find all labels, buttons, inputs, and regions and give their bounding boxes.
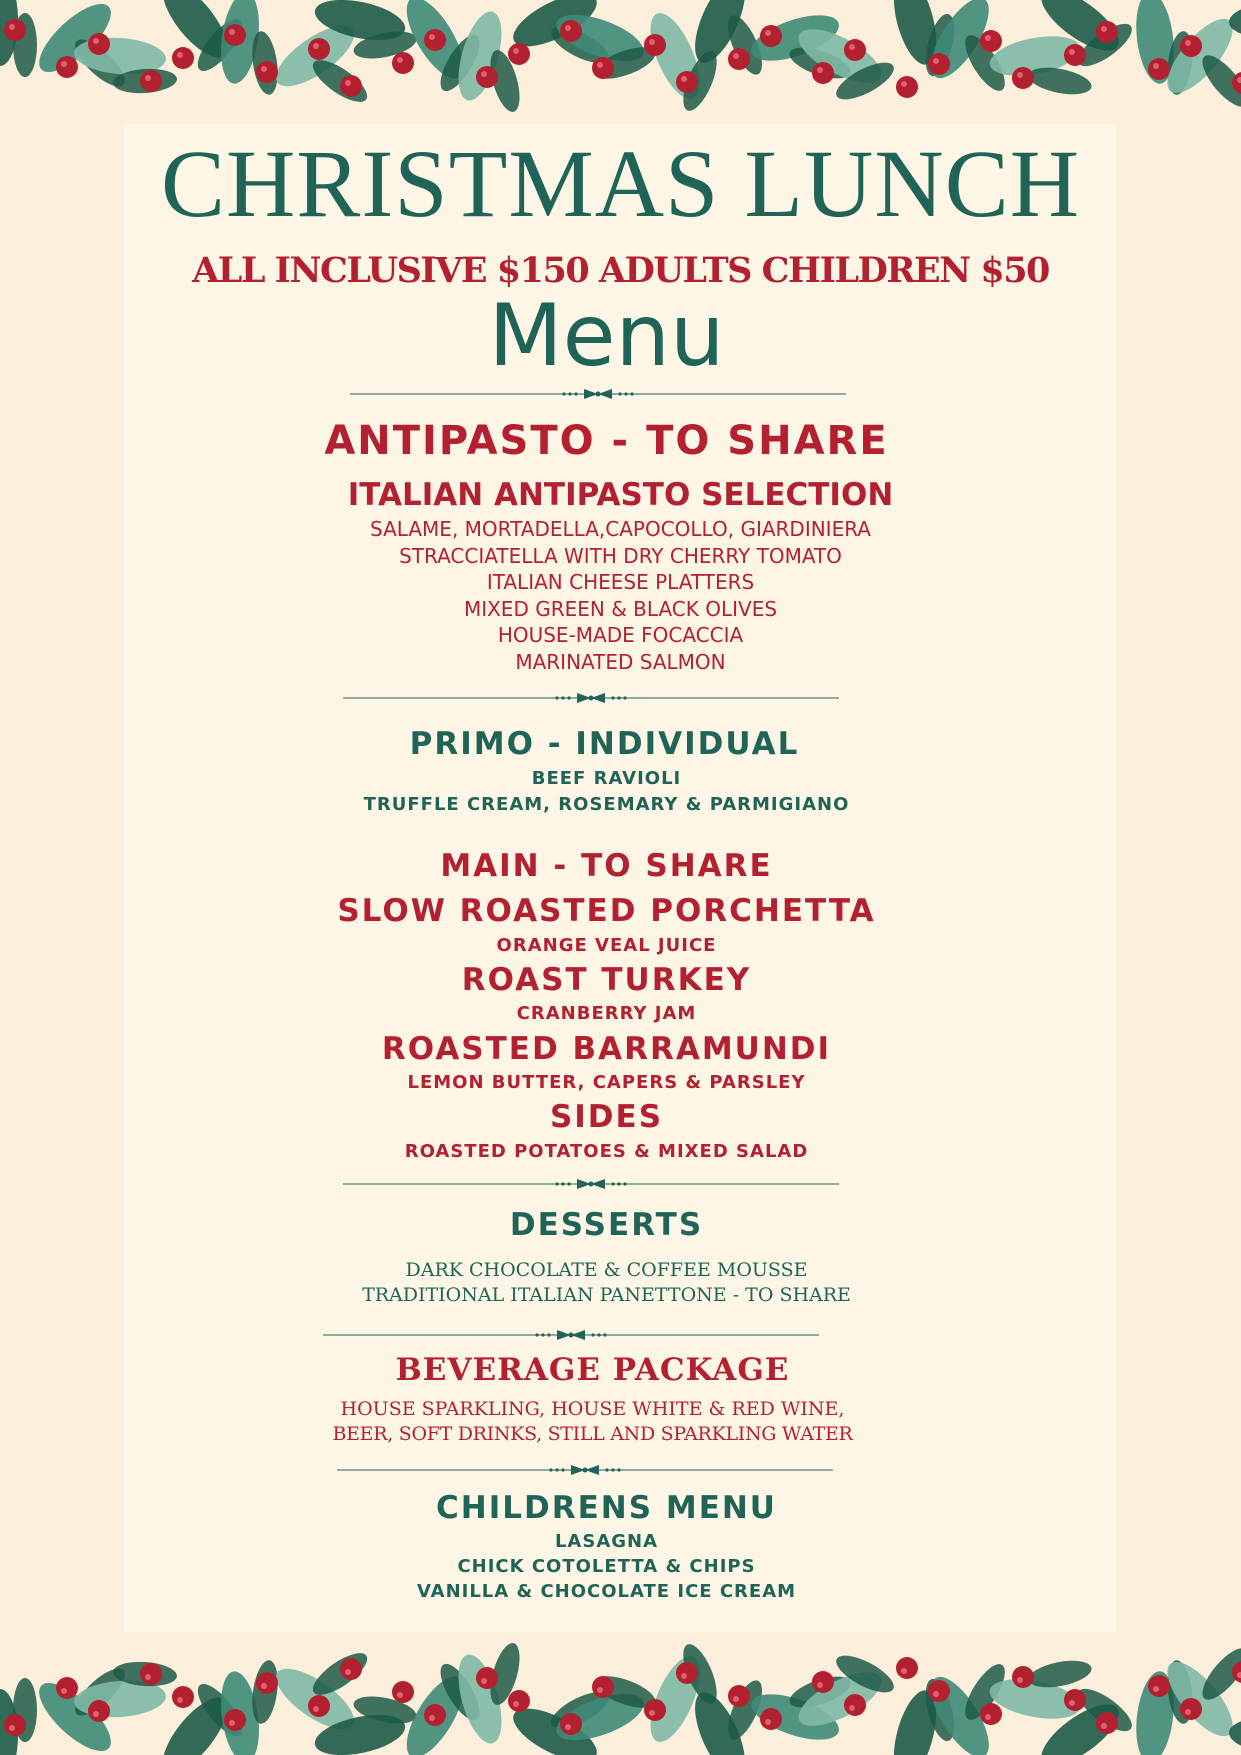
main-dish-detail: CRANBERRY JAM — [516, 1003, 697, 1024]
beverage-item: HOUSE SPARKLING, HOUSE WHITE & RED WINE, — [340, 1398, 845, 1420]
ornamental-divider-icon — [343, 691, 839, 705]
antipasto-item: HOUSE-MADE FOCACCIA — [497, 623, 744, 647]
primo-item: BEEF RAVIOLI — [531, 768, 682, 789]
main-dish-name: ROASTED BARRAMUNDI — [381, 1031, 832, 1067]
antipasto-subheading: ITALIAN ANTIPASTO SELECTION — [347, 477, 894, 513]
main-dish-name: SIDES — [549, 1099, 664, 1135]
antipasto-item: STRACCIATELLA WITH DRY CHERRY TOMATO — [399, 544, 842, 568]
childrens-item: VANILLA & CHOCOLATE ICE CREAM — [416, 1581, 797, 1602]
beverage-heading: BEVERAGE PACKAGE — [395, 1352, 790, 1388]
antipasto-item: MIXED GREEN & BLACK OLIVES — [463, 597, 778, 621]
primo-heading: PRIMO - INDIVIDUAL — [409, 726, 800, 762]
childrens-item: LASAGNA — [554, 1531, 659, 1552]
ornamental-divider-icon — [337, 1463, 833, 1477]
dessert-item: TRADITIONAL ITALIAN PANETTONE - TO SHARE — [362, 1284, 851, 1306]
primo-item: TRUFFLE CREAM, ROSEMARY & PARMIGIANO — [363, 794, 850, 815]
price-line: ALL INCLUSIVE $150 ADULTS CHILDREN $50 — [192, 250, 1049, 291]
main-dish-name: ROAST TURKEY — [461, 962, 752, 998]
main-dish-detail: ROASTED POTATOES & MIXED SALAD — [404, 1141, 809, 1162]
childrens-item: CHICK COTOLETTA & CHIPS — [457, 1556, 756, 1577]
antipasto-item: ITALIAN CHEESE PLATTERS — [486, 570, 755, 594]
page-title: CHRISTMAS LUNCH — [160, 130, 1081, 237]
main-dish-detail: LEMON BUTTER, CAPERS & PARSLEY — [407, 1072, 806, 1093]
ornamental-divider-icon — [350, 387, 846, 401]
antipasto-heading: ANTIPASTO - TO SHARE — [324, 418, 889, 464]
antipasto-item: MARINATED SALMON — [515, 650, 726, 674]
ornamental-divider-icon — [323, 1328, 819, 1342]
main-heading: MAIN - TO SHARE — [440, 848, 773, 884]
holly-garland-top-icon — [0, 0, 1241, 130]
antipasto-item: SALAME, MORTADELLA,CAPOCOLLO, GIARDINIERA — [370, 517, 871, 541]
beverage-item: BEER, SOFT DRINKS, STILL AND SPARKLING WATER — [332, 1423, 853, 1445]
ornamental-divider-icon — [343, 1177, 839, 1191]
holly-garland-bottom-icon — [0, 1620, 1241, 1755]
dessert-item: DARK CHOCOLATE & COFFEE MOUSSE — [405, 1259, 808, 1281]
main-dish-name: SLOW ROASTED PORCHETTA — [337, 893, 876, 929]
menu-heading: Menu — [488, 286, 725, 386]
desserts-heading: DESSERTS — [509, 1207, 704, 1243]
childrens-heading: CHILDRENS MENU — [436, 1490, 777, 1526]
main-dish-detail: ORANGE VEAL JUICE — [496, 935, 717, 956]
